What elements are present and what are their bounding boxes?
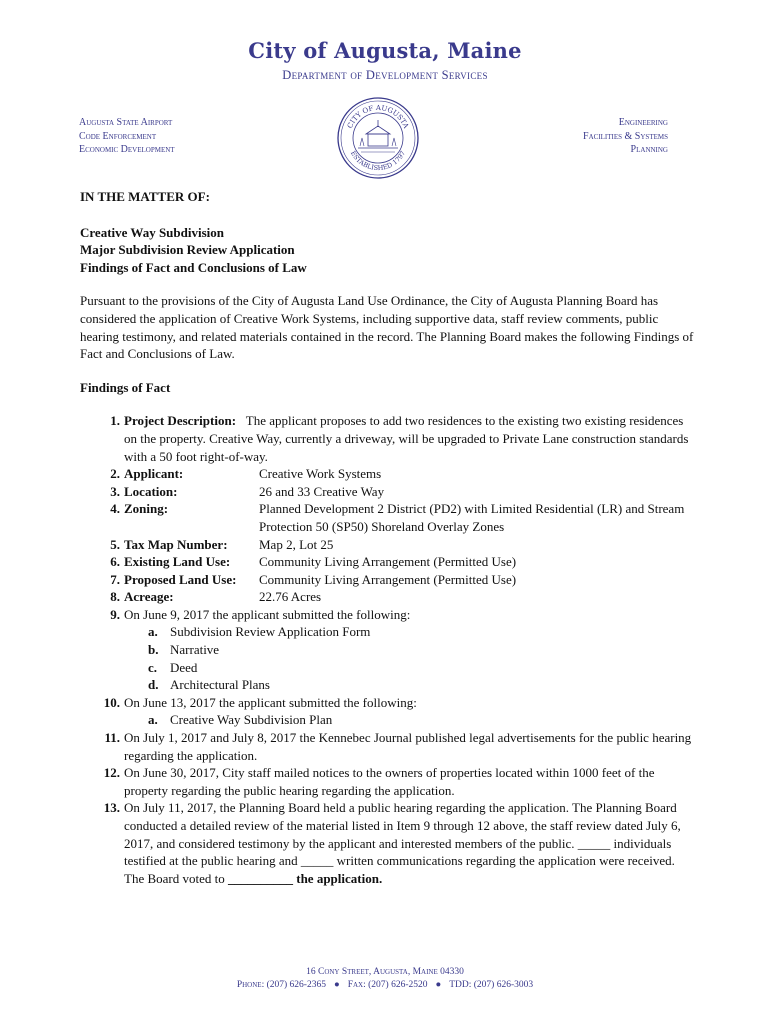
seal-bottom-text: ESTABLISHED 1797 [348, 149, 408, 173]
findings-list [80, 412, 695, 887]
subject-line: Creative Way Subdivision [80, 224, 224, 240]
sub-item [124, 676, 695, 694]
sub-letter: c. [148, 659, 158, 675]
matter-heading: IN THE MATTER OF: [80, 189, 210, 204]
finding-item [80, 483, 695, 501]
sub-text: Narrative [170, 642, 220, 658]
item-number: 7. [110, 571, 120, 587]
item-number: 9. [110, 606, 120, 622]
finding-item [80, 412, 695, 465]
item-number: 5. [110, 536, 120, 552]
item-number: 10. [103, 694, 120, 710]
sub-item [124, 711, 695, 729]
office-facilities: Facilities & Systems [583, 130, 668, 142]
item-text: On July 11, 2017, the Planning Board held a public hearing regarding the application. The Planning Board conducted a detailed review of the material listed in Item 9 through 12 above, the staff review dated July 6, 2017, and considered testimony by the applicant and interested members of the public. _____ individuals testified at the public hearing and _____ written communications regarding the application were received. The Board voted to [124, 800, 681, 886]
sub-text: Subdivision Review Application Form [170, 624, 371, 640]
footer-fax: Fax: (207) 626-2520 [347, 980, 428, 990]
footer-contacts [0, 979, 770, 992]
finding-item [80, 571, 695, 589]
intro-paragraph: Pursuant to the provisions of the City of Augusta Land Use Ordinance, the City of Augusta Planning Board has considered the application of Creative Work Systems, including supportive data, staff review comments, public hearing testimony, and related materials contained in the record. The Planning Board makes the following Findings of Fact and Conclusions of Law. [80, 293, 694, 362]
footer-tdd: TDD: (207) 626-3003 [449, 980, 534, 990]
sub-list [124, 711, 695, 729]
subject-line: Findings of Fact and Conclusions of Law [80, 259, 307, 275]
sub-item [124, 659, 695, 677]
finding-item [80, 536, 695, 554]
item-value: Community Living Arrangement (Permitted Use) [259, 571, 517, 587]
finding-item [80, 606, 695, 694]
item-label: Project Description: [124, 413, 237, 429]
sub-text: Creative Way Subdivision Plan [170, 712, 333, 728]
item-number: 6. [110, 554, 120, 570]
separator-dot-icon: ● [333, 980, 340, 990]
finding-item [80, 799, 695, 887]
sub-text: Architectural Plans [170, 677, 270, 693]
item-number: 1. [110, 413, 120, 429]
item-label: Location: [124, 483, 178, 499]
item-value: Community Living Arrangement (Permitted Use) [259, 554, 517, 570]
item-value: Map 2, Lot 25 [259, 536, 334, 552]
item-text: On June 13, 2017 the applicant submitted the following: [124, 694, 417, 710]
item-value: Creative Work Systems [259, 466, 382, 482]
item-label: Tax Map Number: [124, 536, 228, 552]
sub-letter: a. [148, 624, 158, 640]
item-label: Proposed Land Use: [124, 571, 237, 587]
city-title: City of Augusta, Maine [248, 38, 522, 63]
footer-address: 16 Cony Street, Augusta, Maine 04330 [306, 967, 464, 977]
subject-block [80, 224, 695, 277]
item-number: 11. [104, 730, 120, 746]
finding-item [80, 729, 695, 764]
item-number: 13. [103, 800, 120, 816]
item-label: Zoning: [124, 501, 169, 517]
item-label: Acreage: [124, 589, 174, 605]
item-text: On June 30, 2017, City staff mailed notices to the owners of properties located within 1000 feet of the property regarding the public hearing regarding the application. [124, 765, 655, 798]
left-office-list [79, 116, 175, 157]
item-label: Applicant: [124, 466, 184, 482]
office-planning: Planning [630, 144, 668, 155]
item-text: On July 1, 2017 and July 8, 2017 the Kennebec Journal published legal advertisements for the public hearing regarding the application. [124, 730, 692, 763]
sub-list [124, 623, 695, 693]
item-value: The applicant proposes to add two residences to the existing two existing residences on the property. Creative Way, currently a driveway, will be upgraded to Private Lane construction standards with a 50 foot right-of-way. [124, 413, 689, 464]
office-engineering: Engineering [618, 117, 668, 128]
sub-letter: b. [148, 642, 159, 658]
right-office-list [583, 116, 668, 157]
findings-heading: Findings of Fact [80, 379, 171, 395]
sub-text: Deed [170, 659, 198, 675]
department-name: Department of Development Services [282, 68, 488, 82]
sub-item [124, 623, 695, 641]
item-number: 3. [110, 483, 120, 499]
finding-item [80, 764, 695, 799]
item-value: 26 and 33 Creative Way [259, 483, 385, 499]
item-number: 4. [110, 501, 120, 517]
office-code-enforcement: Code Enforcement [79, 130, 157, 142]
item-number: 8. [110, 589, 120, 605]
separator-dot-icon: ● [435, 980, 442, 990]
item-number: 2. [110, 466, 120, 482]
finding-item [80, 694, 695, 729]
item-number: 12. [103, 765, 120, 781]
finding-item [80, 465, 695, 483]
office-airport: Augusta State Airport [79, 117, 173, 128]
item-value: Planned Development 2 District (PD2) with Limited Residential (LR) and Stream Protection 50 (SP50) Shoreland Overlay Zones [259, 501, 685, 534]
footer-phone: Phone: (207) 626-2365 [236, 980, 326, 990]
city-seal-icon [336, 96, 420, 180]
page-footer [0, 966, 770, 992]
sub-item [124, 641, 695, 659]
office-economic-development: Economic Development [79, 144, 175, 155]
finding-item [80, 588, 695, 606]
subject-line: Major Subdivision Review Application [80, 242, 295, 258]
document-body [80, 188, 695, 887]
sub-letter: d. [148, 677, 159, 693]
item-text: On June 9, 2017 the applicant submitted the following: [124, 606, 411, 622]
item-label: Existing Land Use: [124, 554, 231, 570]
sub-letter: a. [148, 712, 158, 728]
finding-item [80, 553, 695, 571]
seal-top-text: CITY OF AUGUSTA [345, 103, 411, 130]
item-value: 22.76 Acres [259, 589, 322, 605]
item-decision-text: __________ the application. [227, 870, 383, 886]
finding-item [80, 500, 695, 535]
